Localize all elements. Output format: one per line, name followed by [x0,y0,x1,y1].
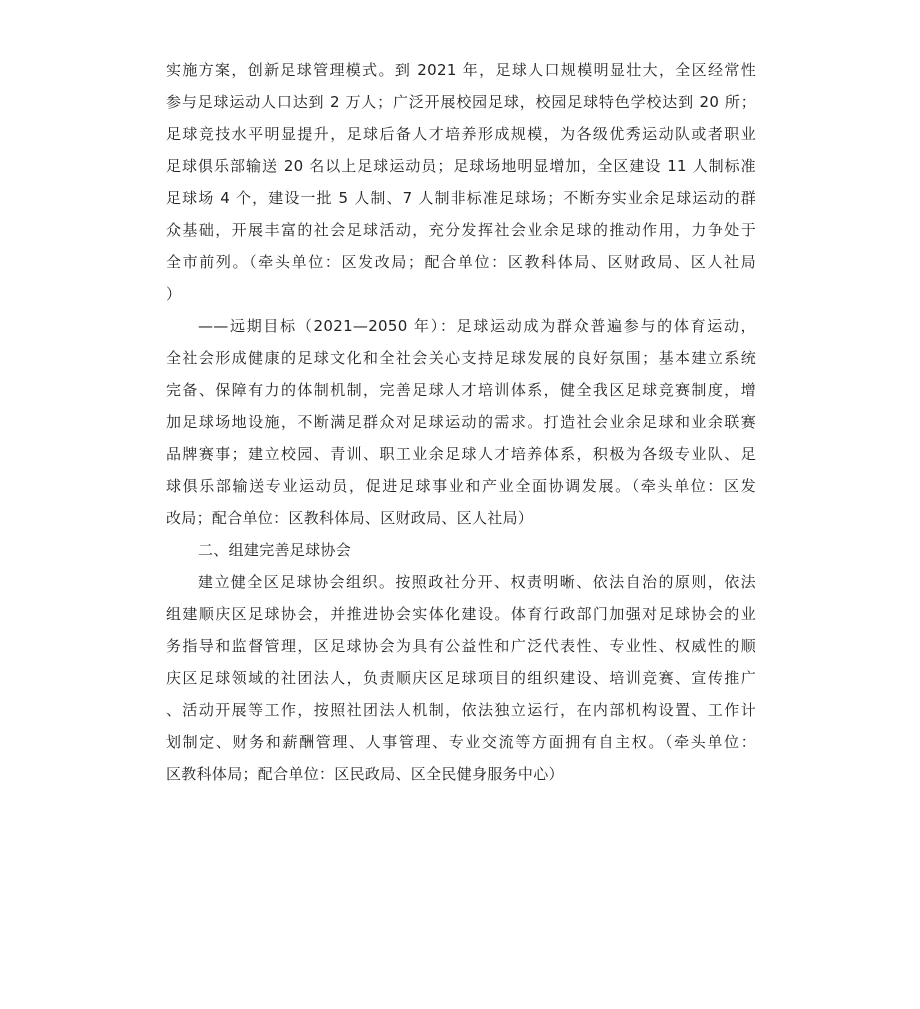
text-line: 全社会形成健康的足球文化和全社会关心支持足球发展的良好氛围；基本建立系统 [166,349,756,367]
text-line: 足球俱乐部输送 20 名以上足球运动员；足球场地明显增加，全区建设 11 人制标准 [166,157,756,175]
text-line: 划制定、财务和薪酬管理、人事管理、专业交流等方面拥有自主权。（牵头单位： [166,733,756,751]
text-line: 众基础，开展丰富的社会足球活动，充分发挥社会业余足球的推动作用，力争处于 [166,221,756,239]
text-line: 足球场 4 个，建设一批 5 人制、7 人制非标准足球场；不断夯实业余足球运动的群 [166,189,756,207]
text-line: 完备、保障有力的体制机制，完善足球人才培训体系，健全我区足球竞赛制度，增 [166,381,756,399]
document-body [166,54,756,790]
text-line: 、活动开展等工作，按照社团法人机制，依法独立运行，在内部机构设置、工作计 [166,701,756,719]
text-line: 品牌赛事；建立校园、青训、职工业余足球人才培养体系，积极为各级专业队、足 [166,445,756,463]
text-line: 全市前列。（牵头单位：区发改局；配合单位：区教科体局、区财政局、区人社局 [166,253,756,271]
text-line: 参与足球运动人口达到 2 万人；广泛开展校园足球，校园足球特色学校达到 20 所； [166,93,756,111]
text-line: 务指导和监督管理，区足球协会为具有公益性和广泛代表性、专业性、权威性的顺 [166,637,756,655]
text-line: 庆区足球领域的社团法人，负责顺庆区足球项目的组织建设、培训竞赛、宣传推广 [166,669,756,687]
paragraph-first-line: ——远期目标（2021—2050 年）：足球运动成为群众普遍参与的体育运动， [198,317,756,335]
text-line: 区教科体局；配合单位：区民政局、区全民健身服务中心） [166,765,564,783]
text-line: 组建顺庆区足球协会，并推进协会实体化建设。体育行政部门加强对足球协会的业 [166,605,756,623]
text-line: 实施方案，创新足球管理模式。到 2021 年，足球人口规模明显壮大，全区经常性 [166,61,756,79]
text-line: ） [166,285,182,303]
text-line: 球俱乐部输送专业运动员，促进足球事业和产业全面协调发展。（牵头单位：区发 [166,477,756,495]
text-line: 足球竞技水平明显提升，足球后备人才培养形成规模，为各级优秀运动队或者职业 [166,125,756,143]
paragraph-first-line: 建立健全区足球协会组织。按照政社分开、权责明晰、依法自治的原则，依法 [198,573,756,591]
section-heading: 二、组建完善足球协会 [198,541,352,559]
text-line: 加足球场地设施，不断满足群众对足球运动的需求。打造社会业余足球和业余联赛 [166,413,756,431]
text-line: 改局；配合单位：区教科体局、区财政局、区人社局） [166,509,534,527]
